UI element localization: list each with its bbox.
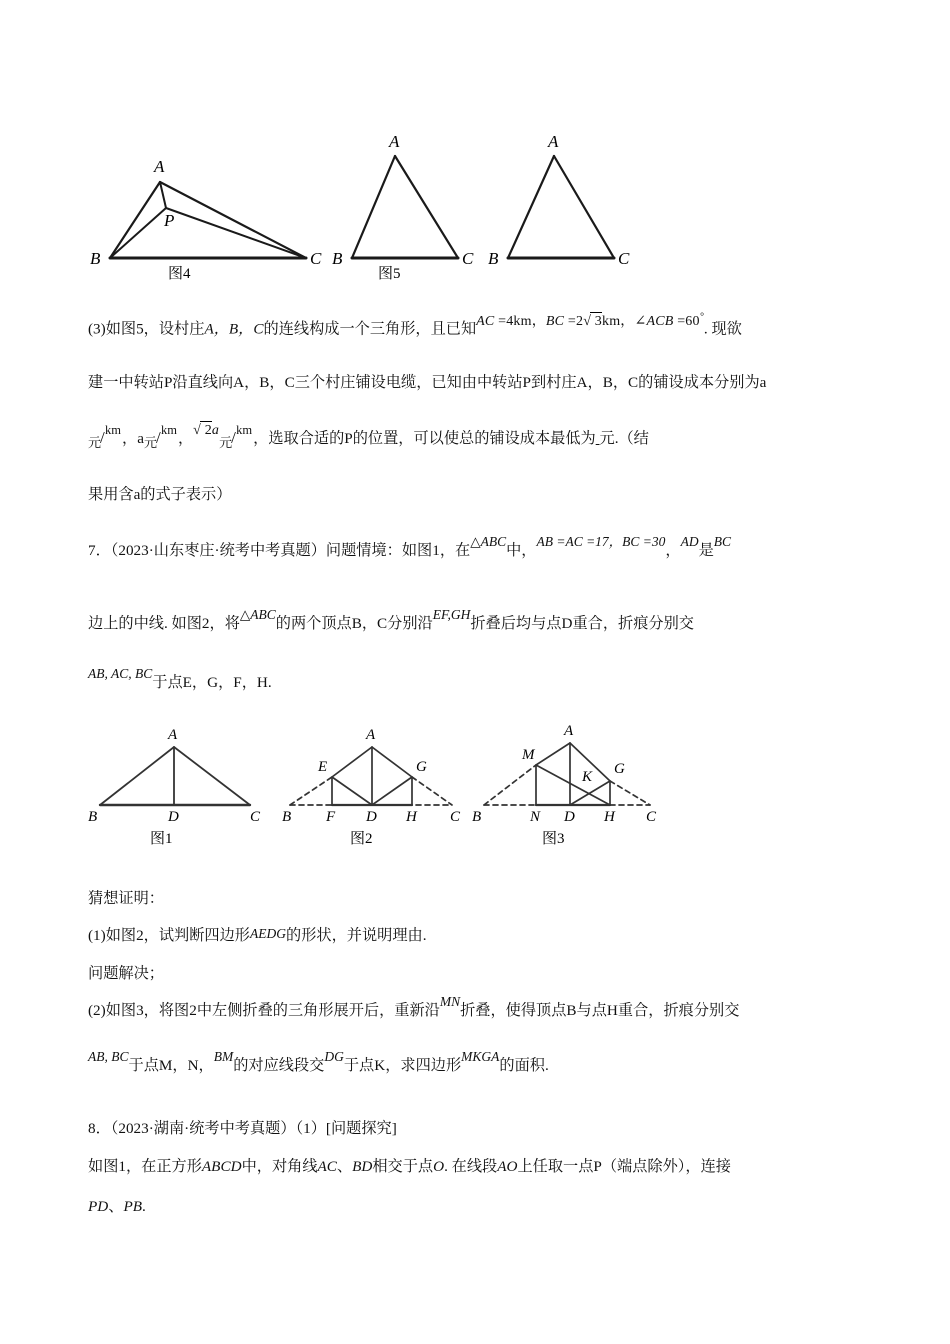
q6-line3-end: 元.（结 (599, 430, 649, 447)
fig3-label-B: B (472, 809, 482, 825)
q8-segment-pb: PB (123, 1198, 142, 1215)
q6-line3-tail: ，选取合适的P的位置，可以使总的铺设成本最低为 (253, 430, 596, 447)
fig2-label-D: D (366, 809, 377, 825)
q8-line2 (88, 1196, 878, 1219)
figure-2-caption: 图2 (350, 831, 373, 847)
q6-line1-text-c: . 现欲 (703, 320, 742, 338)
q7-stem-line3 (88, 666, 878, 695)
q6-part3-line1 (88, 311, 878, 341)
q6-line3-coef3: √ 2a (193, 423, 220, 438)
figure-1-diagram (88, 715, 273, 845)
q7-part1-a: (1)如图2，试判断四边形 (88, 927, 250, 944)
figure-5-caption: 图5 (378, 266, 401, 282)
fig3-label-D: D (564, 809, 575, 825)
q7-fold-mn: MN (439, 994, 461, 1009)
q6-part3-line4: 果用含a的式子表示） (88, 486, 232, 503)
q8-line1-d: 相交于点 (372, 1158, 434, 1175)
q7-triangle-abc: △ABC (470, 534, 507, 549)
q7-part2-f: 的面积. (499, 1057, 549, 1074)
q7-stem1-a: 问题情境：如图1，在 (325, 542, 471, 559)
fig1-label-C: C (250, 809, 261, 825)
q7-guess-title: 猜想证明： (88, 890, 164, 907)
q8-line1-a: 如图1，在正方形 (88, 1158, 202, 1175)
fig2-label-H: H (406, 809, 417, 825)
q7-part2-line1 (88, 994, 878, 1023)
fig1-label-D: D (168, 809, 179, 825)
figure-2-diagram (282, 715, 467, 845)
q8-point-o: O (433, 1158, 445, 1175)
q7-part1 (88, 925, 878, 948)
fig3-label-G: G (614, 761, 625, 777)
q7-segment-bc: BC (713, 534, 732, 549)
fig3-label-K: K (582, 769, 593, 785)
fig5-label-B: B (332, 249, 343, 268)
figure-6-diagram (486, 120, 636, 280)
q7-part1-b: 的形状，并说明理由. (286, 927, 427, 944)
q6-line3-sep2: ， (177, 430, 194, 447)
q7-solve-title: 问题解决； (88, 965, 164, 982)
q7-stem3-b: 于点E，G，F，H. (152, 674, 272, 691)
q7-part2-e: 于点K，求四边形 (343, 1057, 462, 1074)
fig3-label-H: H (604, 809, 615, 825)
q7-stem2-c: 折叠后均与点D重合，折痕分别交 (470, 615, 694, 632)
q8-line1 (88, 1156, 878, 1179)
figure-5-diagram (330, 120, 480, 280)
fig2-label-B: B (282, 809, 292, 825)
fig4-label-B: B (90, 249, 101, 268)
figure-4-caption: 图4 (168, 266, 191, 282)
q6-line1-text-a: (3)如图5，设村庄 (88, 320, 205, 338)
q7-stem1-c: ， (665, 542, 681, 559)
fig6-label-B: B (488, 249, 499, 268)
q6-part3-line2: 建一中转站P沿直线向A，B，C三个村庄铺设电缆，已知由中转站P到村庄A，B，C的铺设成本分别为a (88, 374, 767, 391)
q6-line3-sep1: ，a (122, 430, 144, 447)
q7-part2-d: 的对应线段交 (233, 1057, 325, 1074)
q7-part2-a: (2)如图3，将图2中左侧折叠的三角形展开后，重新沿 (88, 1002, 440, 1019)
fig4-label-A: A (154, 157, 165, 176)
figure-1-caption: 图1 (150, 831, 173, 847)
fig2-label-G: G (416, 759, 427, 775)
figure-row-q7 (0, 715, 950, 865)
q7-segment-ad: AD (680, 534, 699, 549)
q7-quad-aedg: AEDG (250, 926, 286, 941)
q6-line1-math: AC =4km，BC =2√ 3km，∠ACB =60° (476, 311, 704, 329)
q8-segment-pd: PD (88, 1198, 109, 1215)
q8-line2-end: . (142, 1198, 146, 1215)
q8-number: 8． (88, 1120, 111, 1137)
q7-stem2-a: 边上的中线. 如图2，将 (88, 615, 240, 632)
q7-stem1-d: 是 (698, 542, 714, 559)
figure-3-caption: 图3 (542, 831, 565, 847)
q7-segment-bm: BM (213, 1049, 234, 1064)
unit-fraction-1: 元 / km (88, 423, 121, 450)
q7-part2-b: 折叠，使得顶点B与点H重合，折痕分别交 (460, 1002, 740, 1019)
q7-stem2-b: 的两个顶点B，C分别沿 (275, 615, 433, 632)
q7-condition: AB =AC =17，BC =30 (536, 534, 666, 549)
q8-diagonal-bd: BD (352, 1158, 373, 1175)
figure-4-diagram (88, 120, 328, 280)
unit-fraction-3: 元 / km (219, 423, 253, 450)
fig1-label-B: B (88, 809, 98, 825)
q7-triangle-abc-2: △ABC (239, 607, 276, 622)
fig2-label-A: A (366, 727, 376, 743)
q8-source: （2023·湖南·统考中考真题）（1）[问题探究] (110, 1120, 397, 1137)
figure-3-diagram (470, 715, 665, 845)
q6-line1-text-b: 的连线构成一个三角形，且已知 (263, 320, 477, 338)
q7-part2-c: 于点M，N， (128, 1057, 214, 1074)
fig3-label-N: N (530, 809, 541, 825)
fig5-label-C: C (462, 249, 474, 268)
q8-header (88, 1118, 878, 1141)
fig4-label-C: C (310, 249, 322, 268)
q8-square-abcd: ABCD (201, 1158, 242, 1175)
q8-line1-e: . 在线段 (444, 1158, 498, 1175)
fig1-label-A: A (168, 727, 178, 743)
fig3-label-M: M (522, 747, 535, 763)
q8-line1-c: 、 (336, 1158, 353, 1175)
fig3-label-A: A (564, 723, 574, 739)
q7-segment-dg: DG (324, 1049, 344, 1064)
fig2-label-C: C (450, 809, 461, 825)
q6-line1-points: A，B，C (204, 320, 264, 338)
q7-source: （2023·山东枣庄·统考中考真题） (110, 542, 326, 559)
q8-line1-b: 中，对角线 (241, 1158, 318, 1175)
q8-line2-sep: 、 (108, 1198, 124, 1215)
q7-segments-abacbc: AB, AC, BC (88, 666, 153, 681)
q7-fold-lines: EF,GH (432, 607, 471, 622)
fig2-label-E: E (318, 759, 328, 775)
figure-row-top (0, 120, 950, 300)
fig6-label-C: C (618, 249, 630, 268)
unit-fraction-2: 元 / km (143, 423, 177, 450)
q6-part3-line3 (88, 423, 878, 451)
fig3-label-C: C (646, 809, 657, 825)
q7-part2-line2 (88, 1049, 878, 1078)
fig5-label-A: A (389, 132, 400, 151)
q8-diagonal-ac: AC (317, 1158, 337, 1175)
q7-number: 7． (88, 542, 111, 559)
q7-stem1-b: 中， (506, 542, 537, 559)
q7-stem-line2 (88, 607, 878, 636)
q8-line1-f: 上任取一点P（端点除外），连接 (517, 1158, 731, 1175)
q7-stem-line1 (88, 534, 878, 563)
q7-quad-mkga: MKGA (461, 1049, 500, 1064)
q8-segment-ao: AO (497, 1158, 518, 1175)
q7-segments-abbc: AB, BC (88, 1049, 129, 1064)
fig4-label-P: P (164, 211, 175, 230)
fig6-label-A: A (548, 132, 559, 151)
fig2-label-F: F (326, 809, 336, 825)
